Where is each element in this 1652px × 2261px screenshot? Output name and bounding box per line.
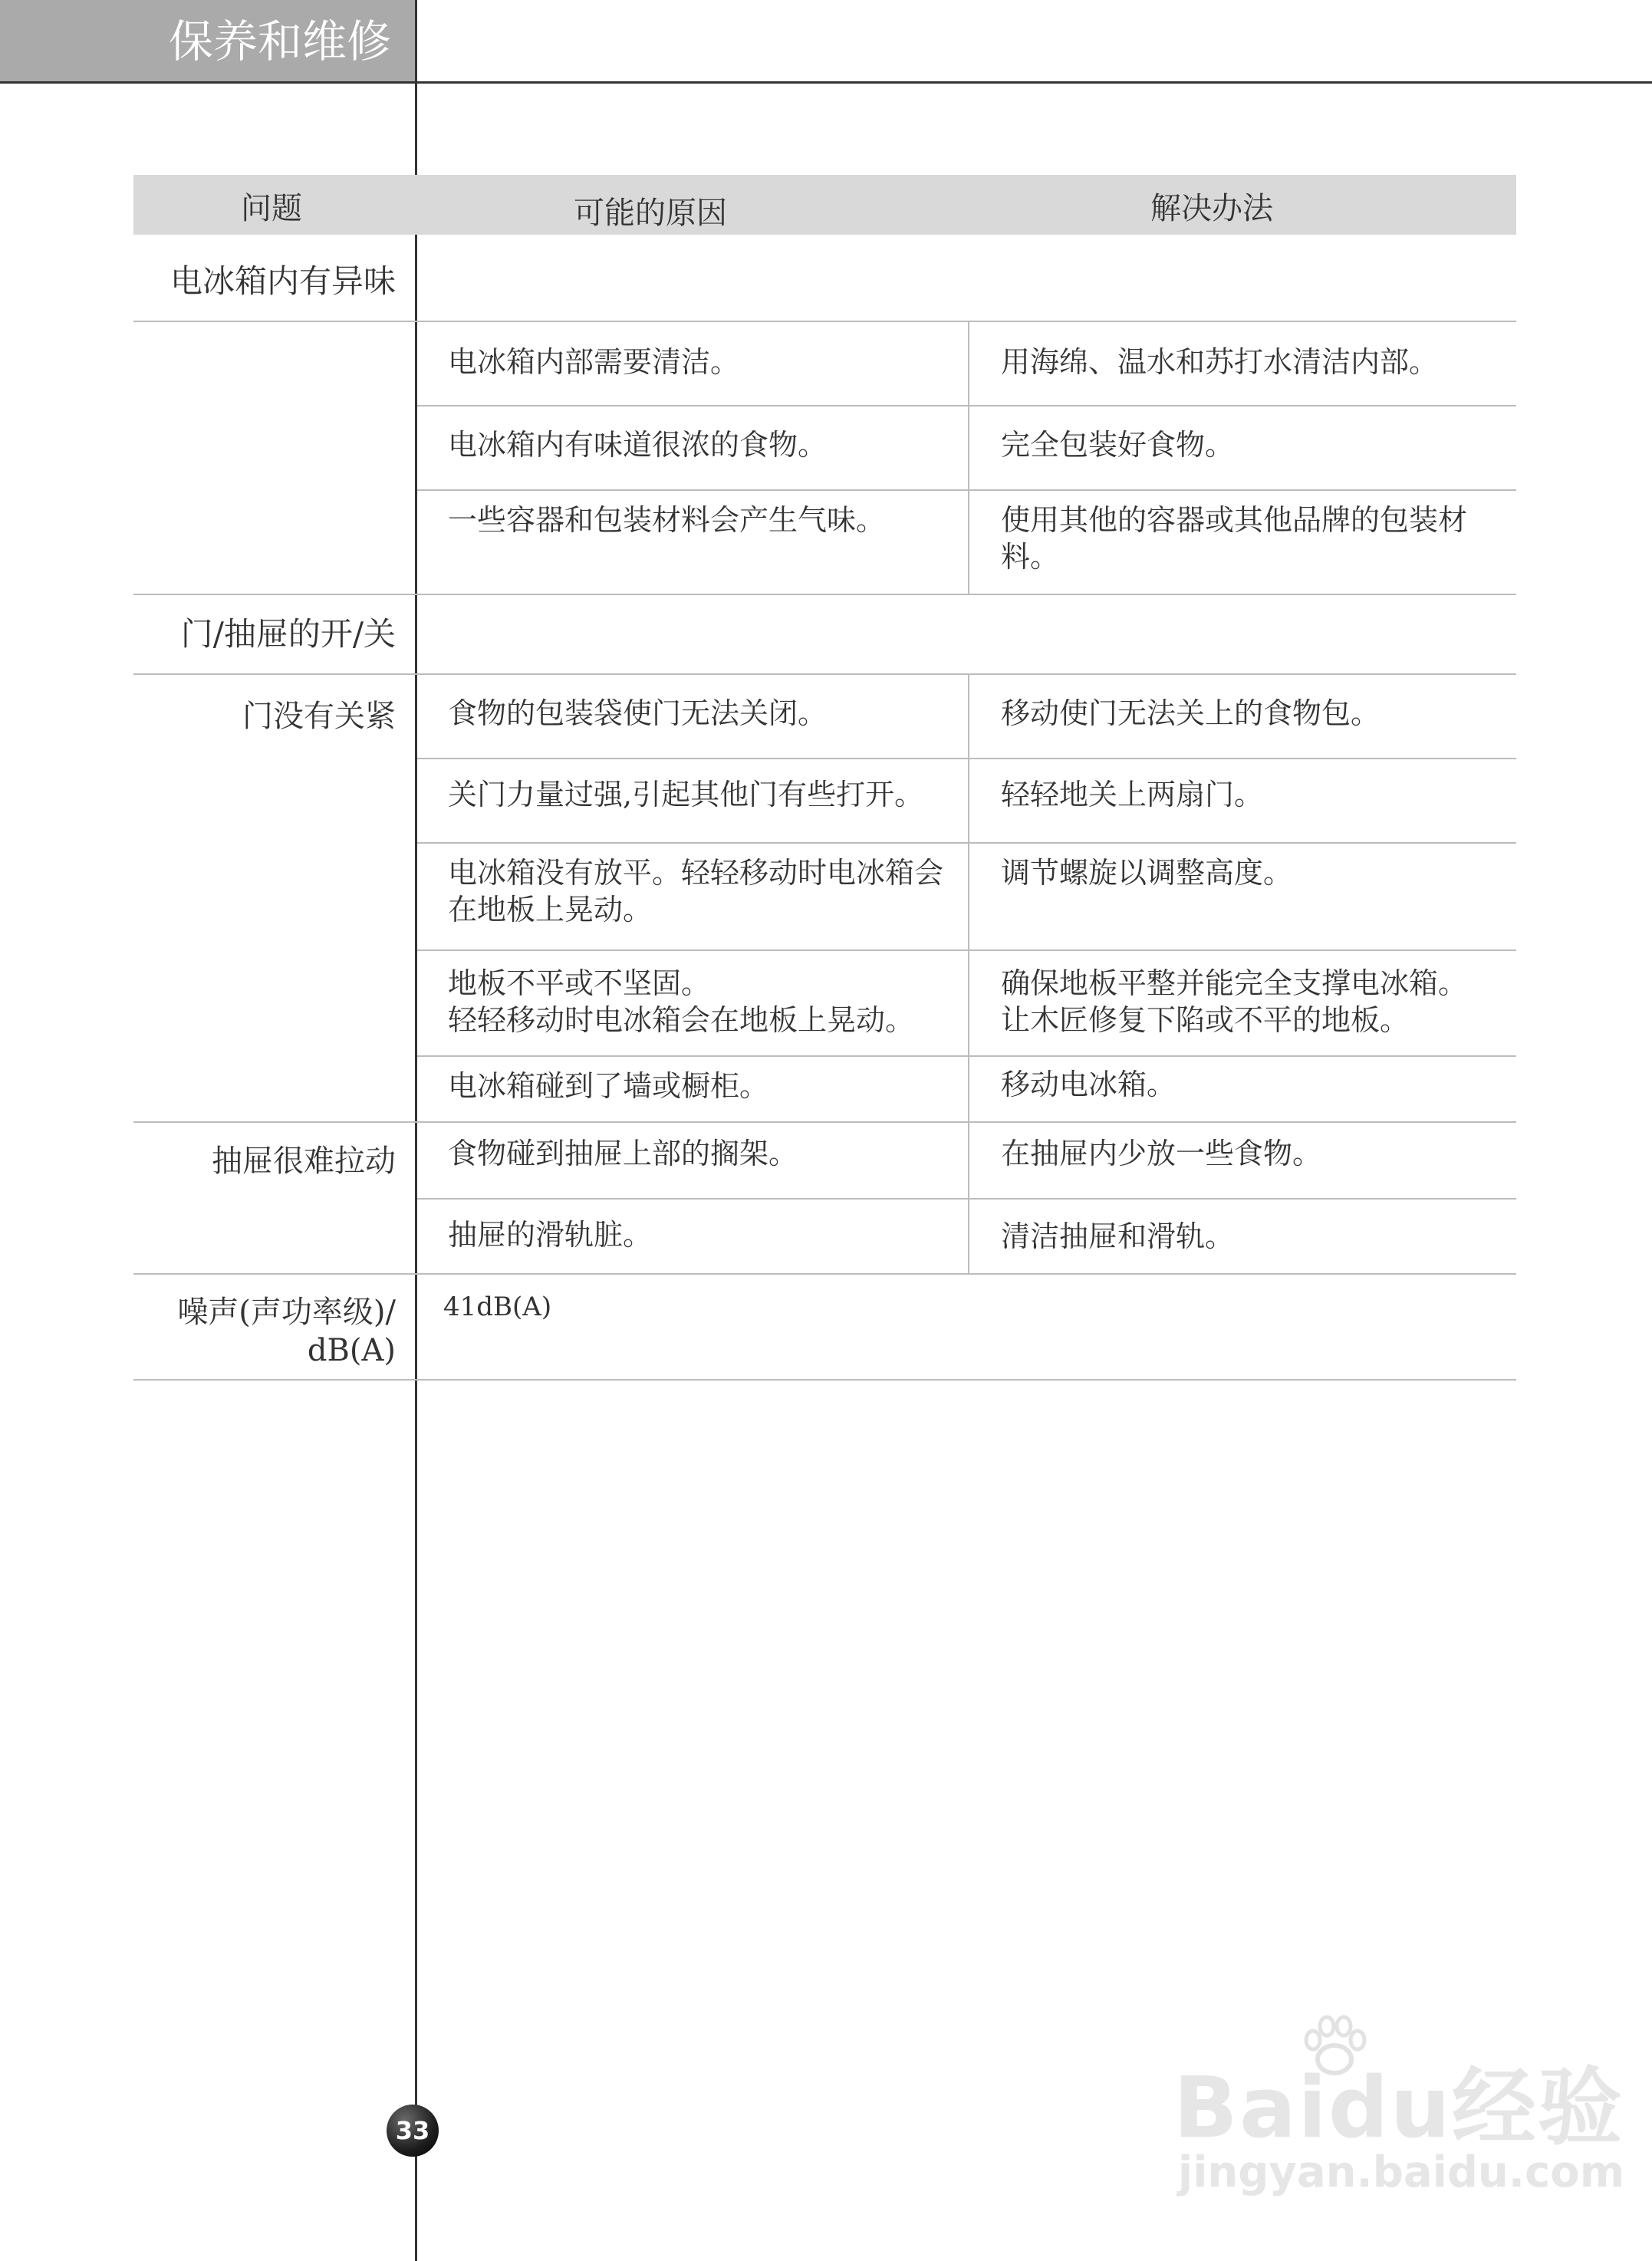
- cause-text: 电冰箱内有味道很浓的食物。: [448, 428, 828, 462]
- table-row: [417, 491, 1516, 594]
- door-not-closed-group: [133, 675, 1516, 1123]
- table-row: [417, 322, 1516, 406]
- table-header: [133, 175, 1516, 235]
- solution-text: 使用其他的容器或其他品牌的包装材料。: [1001, 503, 1468, 574]
- watermark-logo: Baidu经验: [1173, 2059, 1624, 2157]
- problem-label-drawer-hard: 抽屉很难拉动: [212, 1144, 396, 1179]
- cause-text: 食物碰到抽屉上部的搁架。: [448, 1137, 798, 1170]
- category-row-odor: [133, 235, 1516, 322]
- cause-text: 抽屉的滑轨脏。: [448, 1218, 653, 1252]
- odor-group: [133, 322, 1516, 595]
- solution-text: 完全包装好食物。: [1001, 428, 1235, 462]
- table-row: [417, 844, 1516, 951]
- solution-text: 轻轻地关上两扇门。: [1001, 778, 1264, 811]
- noise-label: 噪声(声功率级)/ dB(A): [177, 1295, 396, 1368]
- solution-text: 确保地板平整并能完全支撑电冰箱。 让木匠修复下陷或不平的地板。: [1001, 966, 1468, 1037]
- category-row-door: [133, 595, 1516, 675]
- solution-text: 移动使门无法关上的食物包。: [1001, 696, 1381, 730]
- header-rule: [0, 81, 1652, 84]
- category-label-odor: 电冰箱内有异味: [169, 262, 396, 300]
- table-row: [417, 759, 1516, 844]
- troubleshooting-table: [133, 175, 1516, 1381]
- col-header-problem: 问题: [241, 191, 302, 226]
- category-label-door: 门/抽屉的开/关: [180, 615, 396, 653]
- watermark-url: jingyan.baidu.com: [1178, 2147, 1625, 2197]
- cause-text: 地板不平或不坚固。 轻轻移动时电冰箱会在地板上晃动。: [448, 966, 915, 1037]
- table-row: [417, 675, 1516, 759]
- drawer-hard-group: [133, 1123, 1516, 1275]
- solution-text: 用海绵、温水和苏打水清洁内部。: [1001, 345, 1439, 379]
- solution-text: 清洁抽屉和滑轨。: [1001, 1219, 1235, 1253]
- section-title: 保养和维修: [0, 0, 417, 83]
- solution-text: 移动电冰箱。: [1001, 1068, 1176, 1101]
- problem-label-door-not-closed: 门没有关紧: [242, 699, 396, 734]
- table-row: [417, 1123, 1516, 1200]
- solution-text: 调节螺旋以调整高度。: [1001, 856, 1293, 890]
- page-number-badge: 33: [387, 2105, 439, 2157]
- col-header-solution: 解决办法: [1150, 191, 1273, 226]
- noise-row: [133, 1275, 1516, 1381]
- cause-text: 电冰箱没有放平。轻轻移动时电冰箱会在地板上晃动。: [448, 856, 944, 926]
- table-row: [417, 951, 1516, 1057]
- table-row: [417, 1200, 1516, 1273]
- cause-text: 食物的包装袋使门无法关闭。: [448, 696, 828, 730]
- col-header-cause: 可能的原因: [574, 196, 727, 231]
- cause-text: 电冰箱碰到了墙或橱柜。: [448, 1069, 769, 1103]
- solution-text: 在抽屉内少放一些食物。: [1001, 1137, 1322, 1170]
- noise-value: 41dB(A): [443, 1292, 552, 1322]
- cause-text: 电冰箱内部需要清洁。: [448, 345, 740, 379]
- table-row: [417, 1057, 1516, 1121]
- cause-text: 关门力量过强,引起其他门有些打开。: [448, 778, 924, 811]
- cause-text: 一些容器和包装材料会产生气味。: [448, 503, 886, 537]
- table-row: [417, 406, 1516, 491]
